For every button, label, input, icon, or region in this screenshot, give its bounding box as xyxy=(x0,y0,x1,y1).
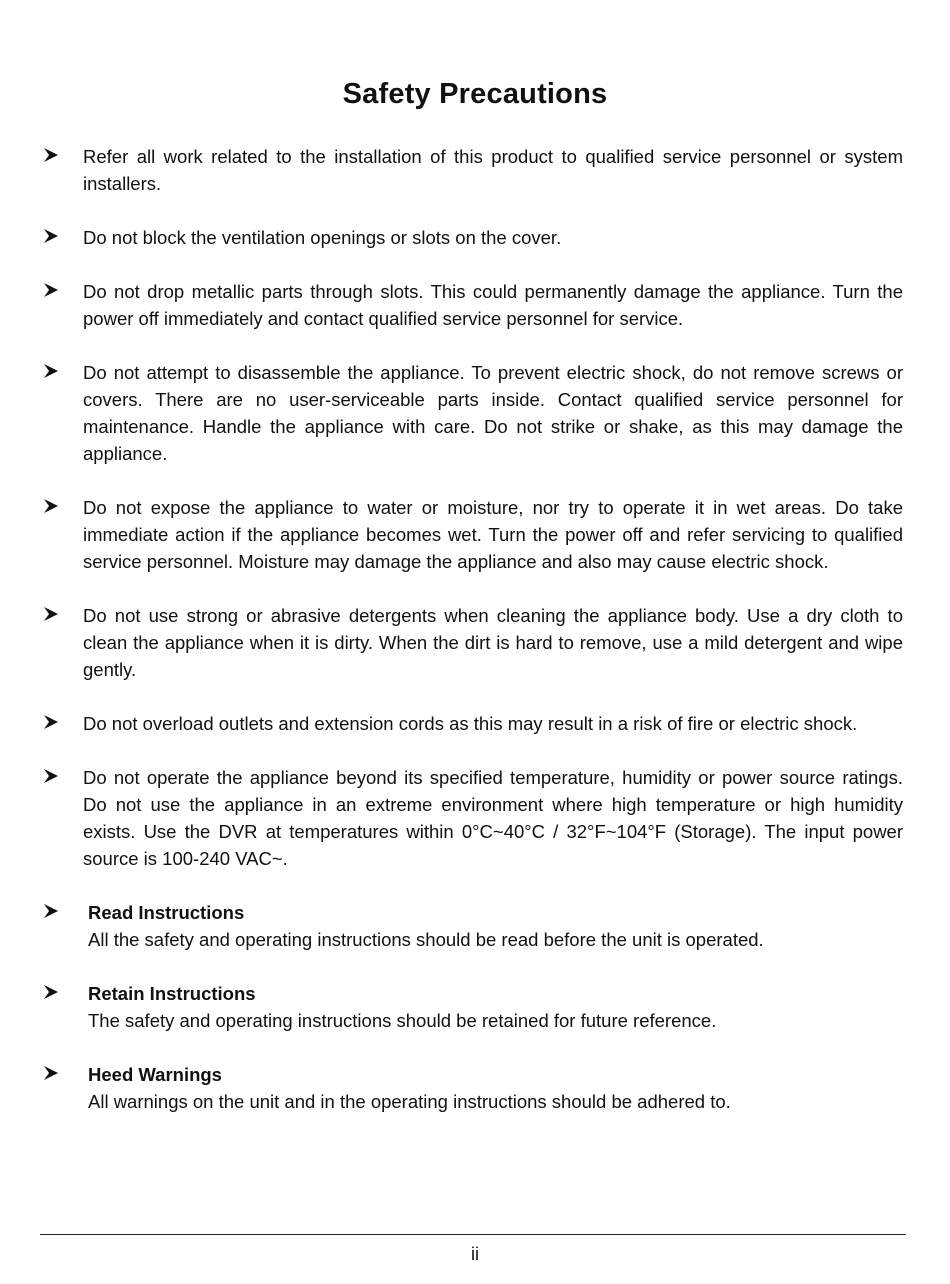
list-item-text: Do not expose the appliance to water or moisture, nor try to operate it in wet areas. Do take immediate action if the appliance becomes wet. Turn the power off and refer servicing to qualified service personnel. Moisture may damage the appliance and also may cause electric shock. xyxy=(83,497,903,572)
list-item xyxy=(43,359,903,467)
arrowhead-bullet-icon xyxy=(43,768,59,784)
arrowhead-bullet-icon xyxy=(43,498,59,514)
instruction-text: The safety and operating instructions should be retained for future reference. xyxy=(88,1010,717,1031)
footer-divider xyxy=(40,1234,906,1235)
list-item xyxy=(43,602,903,683)
list-item xyxy=(43,764,903,872)
page-title: Safety Precautions xyxy=(342,78,608,110)
list-item xyxy=(43,710,903,737)
list-item-text: Do not drop metallic parts through slots. This could permanently damage the appliance. Turn the power off immediately and contact qualified service personnel for service. xyxy=(83,281,903,329)
list-item xyxy=(43,143,903,197)
instruction-text: All the safety and operating instructions should be read before the unit is operated. xyxy=(88,929,764,950)
list-item xyxy=(43,224,903,251)
instruction-item-retain xyxy=(43,980,903,1034)
list-item-text: Do not block the ventilation openings or slots on the cover. xyxy=(83,227,562,248)
instruction-item-read xyxy=(43,899,903,953)
list-item-text: Do not attempt to disassemble the appliance. To prevent electric shock, do not remove screws or covers. There are no user-serviceable parts inside. Contact qualified service personnel for maintenance. Handle the appliance with care. Do not strike or shake, as this may damage the appliance. xyxy=(83,362,903,464)
arrowhead-bullet-icon xyxy=(43,903,59,919)
page-number: ii xyxy=(471,1244,479,1264)
instruction-heading: Read Instructions xyxy=(88,902,245,923)
arrowhead-bullet-icon xyxy=(43,606,59,622)
arrowhead-bullet-icon xyxy=(43,228,59,244)
arrowhead-bullet-icon xyxy=(43,147,59,163)
list-item xyxy=(43,494,903,575)
list-item-text: Do not use strong or abrasive detergents when cleaning the appliance body. Use a dry cloth to clean the appliance when it is dirty. When the dirt is hard to remove, use a mild detergent and wipe gently. xyxy=(83,605,903,680)
arrowhead-bullet-icon xyxy=(43,282,59,298)
instruction-text: All warnings on the unit and in the operating instructions should be adhered to. xyxy=(88,1091,731,1112)
instruction-item-heed xyxy=(43,1061,903,1115)
list-item-text: Do not overload outlets and extension cords as this may result in a risk of fire or electric shock. xyxy=(83,713,858,734)
arrowhead-bullet-icon xyxy=(43,1065,59,1081)
list-item-text: Refer all work related to the installation of this product to qualified service personnel or system installers. xyxy=(83,146,903,194)
arrowhead-bullet-icon xyxy=(43,984,59,1000)
arrowhead-bullet-icon xyxy=(43,363,59,379)
arrowhead-bullet-icon xyxy=(43,714,59,730)
list-item-text: Do not operate the appliance beyond its specified temperature, humidity or power source ratings. Do not use the appliance in an extreme environment where high temperature or high humidity exists. Use the DVR at temperatures within 0°C~40°C / 32°F~104°F (Storage). The input power source is 100-240 VAC~. xyxy=(83,767,903,869)
instruction-heading: Retain Instructions xyxy=(88,983,256,1004)
list-item xyxy=(43,278,903,332)
instruction-heading: Heed Warnings xyxy=(88,1064,222,1085)
safety-precautions-list xyxy=(43,143,903,1142)
